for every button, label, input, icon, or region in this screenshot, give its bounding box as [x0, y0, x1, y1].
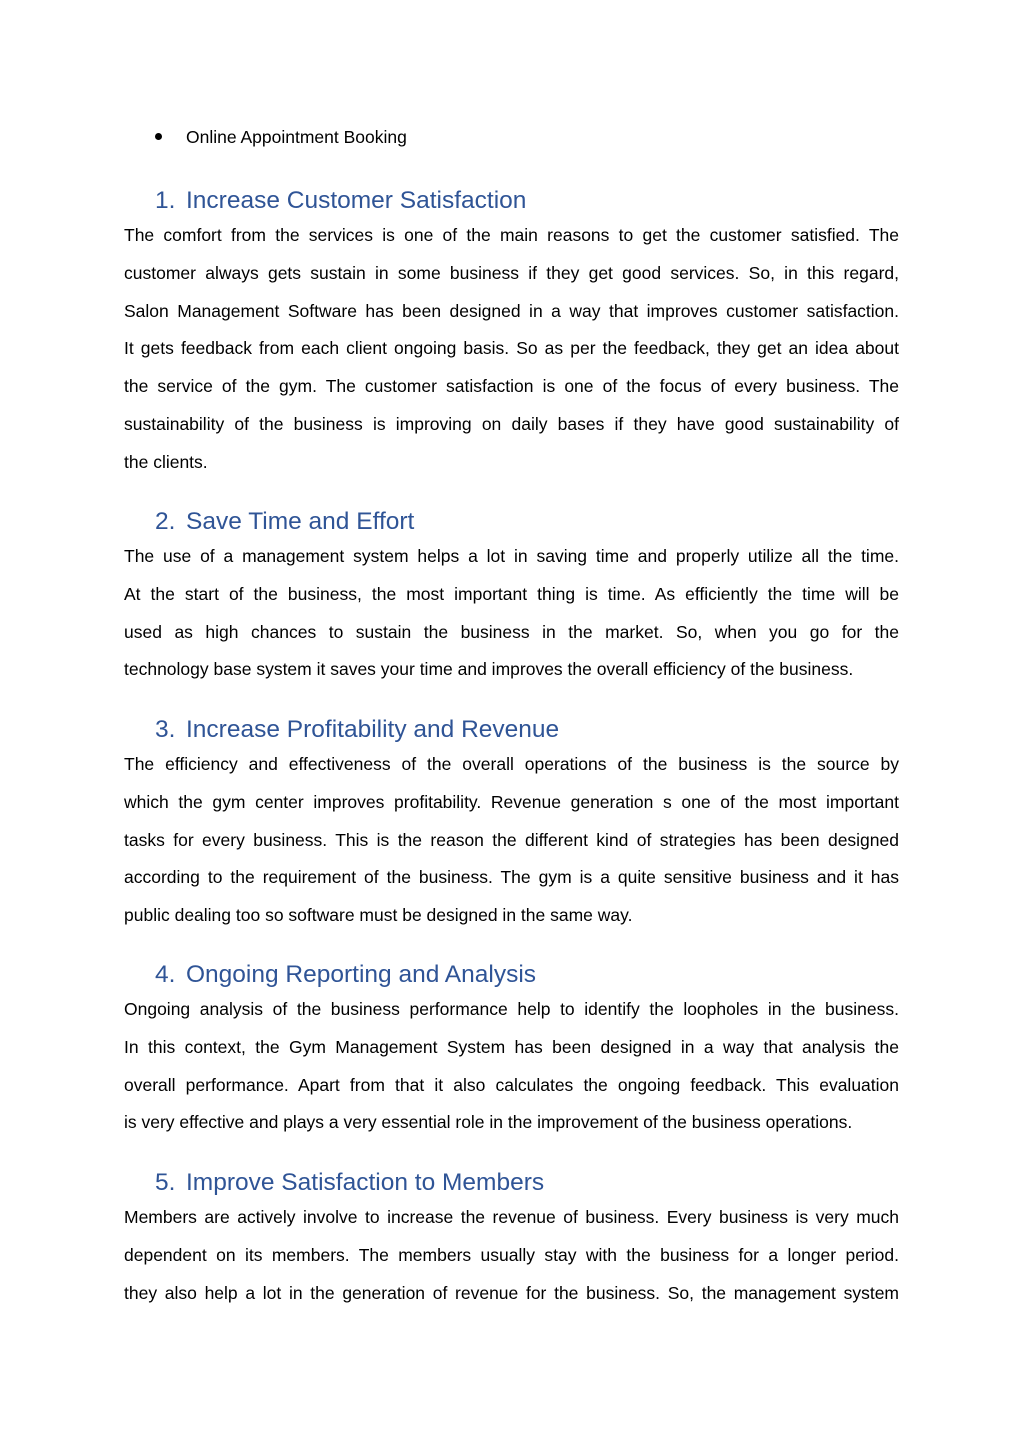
bullet-dot-icon — [155, 133, 162, 140]
section-heading — [155, 185, 899, 217]
paragraph-line: overall performance. Apart from that it also calculates the ongoing feedback. This evaluation — [124, 1074, 899, 1095]
section-paragraph — [124, 1199, 899, 1312]
paragraph-line: Members are actively involve to increase the revenue of business. Every business is very much — [124, 1207, 899, 1227]
section-paragraph — [124, 538, 899, 689]
paragraph-line: they also help a lot in the generation of revenue for the business. So, the management system — [124, 1282, 899, 1303]
paragraph-line: In this context, the Gym Management System has been designed in a way that analysis the — [124, 1036, 899, 1057]
paragraph-line: public dealing too so software must be designed in the same way. — [124, 905, 633, 926]
section-5 — [124, 1167, 899, 1312]
section-title: Save Time and Effort — [186, 508, 415, 535]
paragraph-line: It gets feedback from each client ongoing basis. So as per the feedback, they get an idea about — [124, 338, 899, 359]
section-3 — [124, 714, 899, 935]
section-paragraph — [124, 746, 899, 935]
section-title: Improve Satisfaction to Members — [186, 1169, 545, 1196]
paragraph-line: customer always gets sustain in some business if they get good services. So, in this regard, — [124, 262, 899, 283]
section-2 — [124, 506, 899, 689]
section-paragraph — [124, 217, 899, 482]
section-4 — [124, 959, 899, 1142]
paragraph-line: used as high chances to sustain the business in the market. So, when you go for the — [124, 621, 899, 642]
section-number: 1. — [155, 187, 176, 214]
section-heading — [155, 959, 899, 991]
paragraph-line: the clients. — [124, 451, 208, 472]
section-paragraph — [124, 991, 899, 1142]
paragraph-line: The comfort from the services is one of the main reasons to get the customer satisfied. The — [124, 225, 899, 245]
paragraph-line: dependent on its members. The members usually stay with the business for a longer period. — [124, 1244, 899, 1265]
section-number: 2. — [155, 508, 176, 535]
paragraph-line: the service of the gym. The customer satisfaction is one of the focus of every business. The — [124, 376, 899, 397]
paragraph-line: sustainability of the business is improving on daily bases if they have good sustainability of — [124, 413, 899, 434]
paragraph-line: technology base system it saves your time and improves the overall efficiency of the business. — [124, 659, 854, 680]
paragraph-line: At the start of the business, the most important thing is time. As efficiently the time will be — [124, 583, 899, 604]
section-heading — [155, 1167, 899, 1199]
section-number: 5. — [155, 1169, 176, 1196]
paragraph-line: Salon Management Software has been designed in a way that improves customer satisfaction. — [124, 300, 899, 321]
section-title: Increase Customer Satisfaction — [186, 187, 527, 214]
paragraph-line: is very effective and plays a very essential role in the improvement of the business operations. — [124, 1112, 853, 1133]
paragraph-line: according to the requirement of the business. The gym is a quite sensitive business and it has — [124, 867, 899, 888]
section-title: Increase Profitability and Revenue — [186, 716, 560, 743]
section-1 — [124, 185, 899, 482]
section-number: 3. — [155, 716, 176, 743]
paragraph-line: The efficiency and effectiveness of the overall operations of the business is the source by — [124, 754, 899, 774]
paragraph-line: The use of a management system helps a lot in saving time and properly utilize all the time. — [124, 546, 899, 566]
section-number: 4. — [155, 961, 176, 988]
paragraph-line: tasks for every business. This is the reason the different kind of strategies has been designed — [124, 829, 899, 850]
section-heading — [155, 506, 899, 538]
section-title: Ongoing Reporting and Analysis — [186, 961, 537, 988]
bullet-text: Online Appointment Booking — [186, 127, 407, 147]
paragraph-line: which the gym center improves profitability. Revenue generation s one of the most important — [124, 791, 899, 812]
section-heading — [155, 714, 899, 746]
paragraph-line: Ongoing analysis of the business performance help to identify the loopholes in the business. — [124, 999, 899, 1019]
